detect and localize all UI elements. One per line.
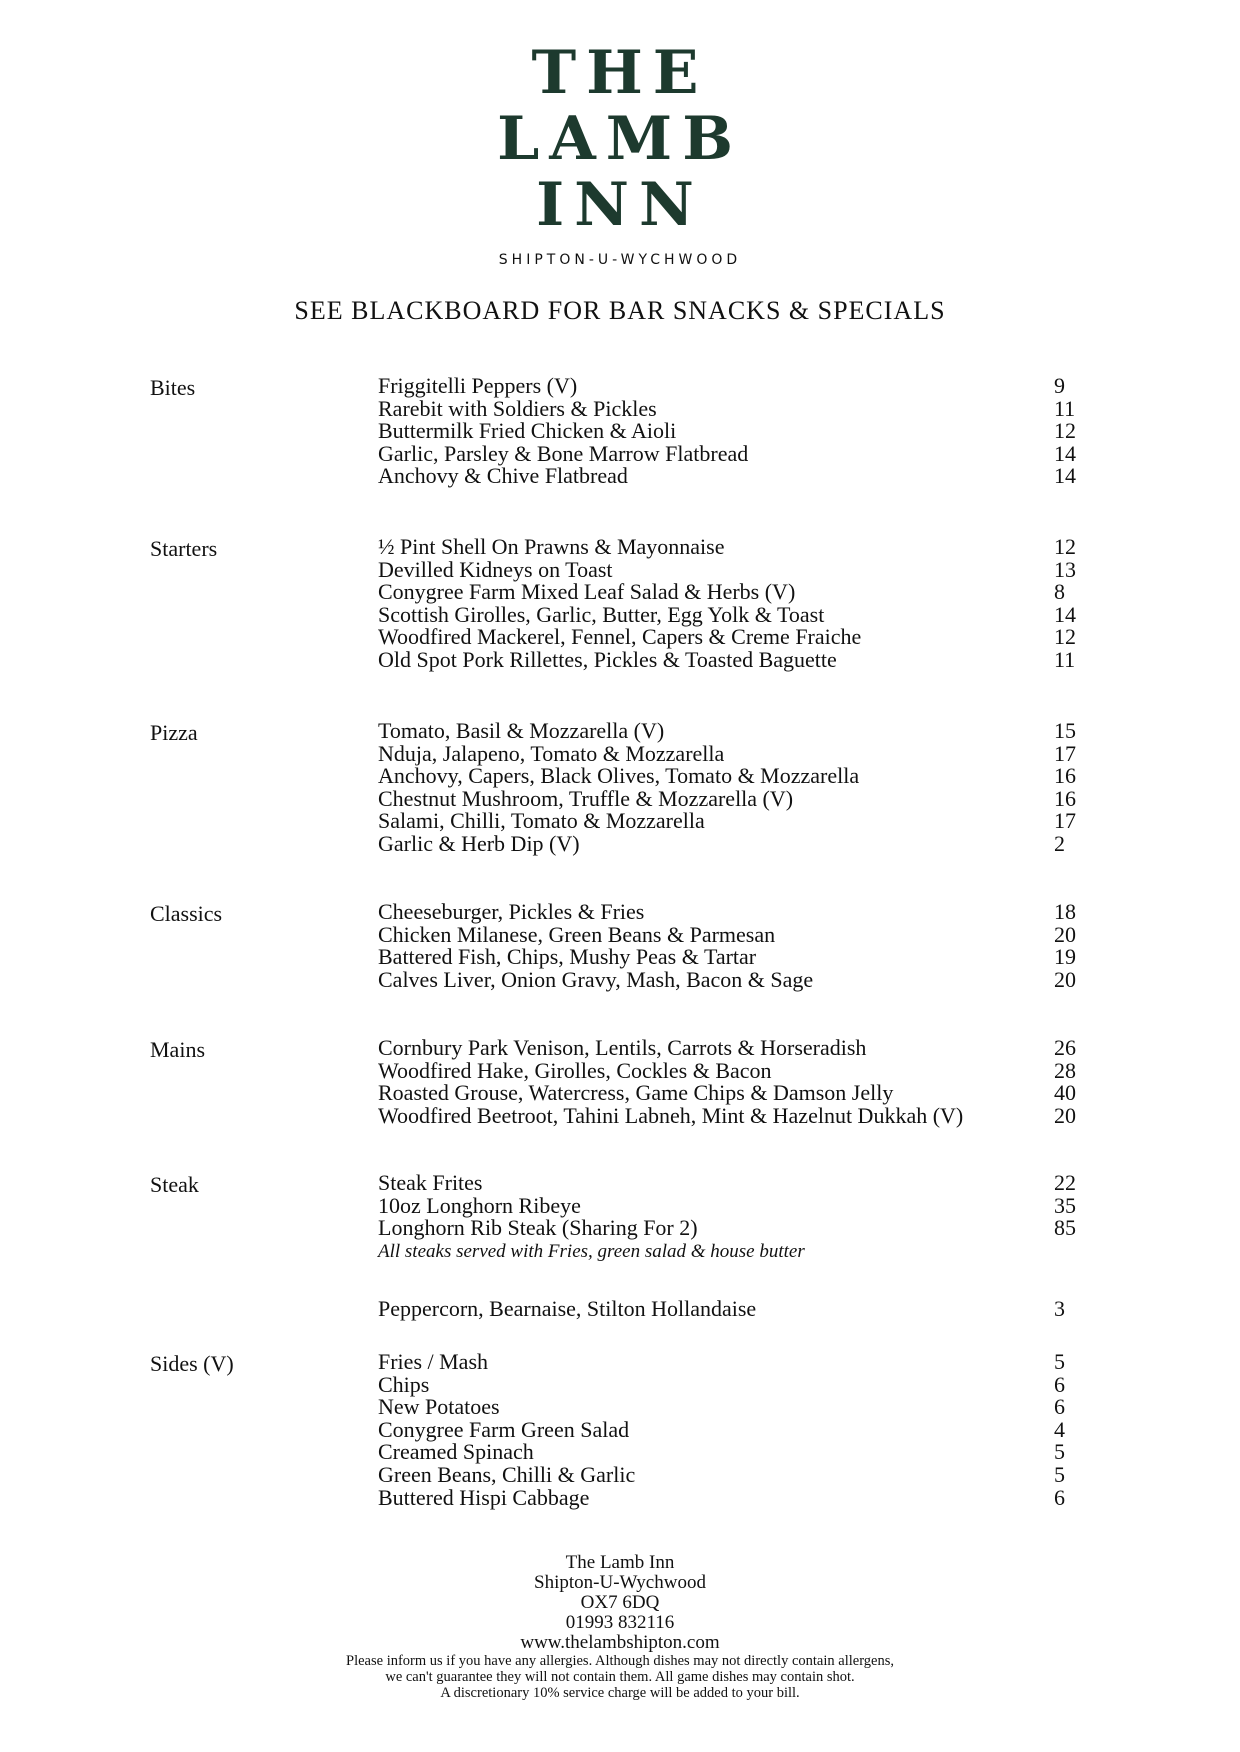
dish-price: 22 (1054, 1170, 1076, 1195)
section-title: Classics (150, 901, 223, 926)
dish-price: 5 (1054, 1349, 1065, 1374)
menu-item (378, 966, 1078, 992)
items-list (378, 375, 1078, 488)
dish-name: Garlic, Parsley & Bone Marrow Flatbread (378, 440, 749, 466)
dish-price: 35 (1054, 1192, 1076, 1218)
menu-item (378, 1371, 1078, 1397)
menu-item (378, 1441, 1078, 1464)
dish-price: 18 (1054, 899, 1076, 924)
dish-name: Salami, Chilli, Tomato & Mozzarella (378, 808, 705, 834)
menu-item (378, 765, 1078, 788)
dish-name: Longhorn Rib Steak (Sharing For 2) (378, 1215, 698, 1241)
logo-line-lamb: LAMB (497, 104, 743, 174)
dish-price: 8 (1054, 579, 1065, 605)
dish-price: 20 (1054, 966, 1076, 992)
menu-item (378, 1057, 1078, 1083)
dish-name: Nduja, Jalapeno, Tomato & Mozzarella (378, 740, 725, 766)
menu-item (378, 1082, 1078, 1105)
steak-note: All steaks served with Fries, green salad & house butter (378, 1240, 805, 1262)
dish-price: 6 (1054, 1371, 1065, 1397)
dish-price: 5 (1054, 1439, 1065, 1465)
dish-name: Calves Liver, Onion Gravy, Mash, Bacon & Sage (378, 966, 814, 992)
dish-name: Roasted Grouse, Watercress, Game Chips & Damson Jelly (378, 1080, 894, 1106)
dish-price: 2 (1054, 830, 1065, 856)
dish-name: Fries / Mash (378, 1349, 488, 1374)
dish-name: Conygree Farm Mixed Leaf Salad & Herbs (V) (378, 579, 796, 605)
dish-name: Woodfired Hake, Girolles, Cockles & Bacon (378, 1057, 772, 1083)
dish-price: 14 (1054, 463, 1076, 489)
dish-price: 15 (1054, 718, 1076, 743)
menu-item (378, 946, 1078, 969)
menu-item (378, 810, 1078, 833)
footer (0, 1553, 1240, 1701)
section-title: Pizza (150, 720, 198, 745)
dish-name: Chestnut Mushroom, Truffle & Mozzarella (V) (378, 785, 794, 811)
sauce-options (378, 1298, 1078, 1321)
items-list (378, 901, 1078, 991)
menu-item (378, 785, 1078, 811)
footer-website: www.thelambshipton.com (520, 1632, 720, 1653)
items-list (378, 720, 1078, 856)
dish-name: Scottish Girolles, Garlic, Butter, Egg Yolk & Toast (378, 601, 825, 627)
menu-item (378, 420, 1078, 443)
dish-name: Battered Fish, Chips, Mushy Peas & Tartar (378, 944, 757, 970)
dish-name: Cheeseburger, Pickles & Fries (378, 899, 645, 924)
menu-item (378, 1037, 1078, 1060)
items-list (378, 1170, 1078, 1321)
dish-price: 40 (1054, 1080, 1076, 1106)
menu-item (378, 1192, 1078, 1218)
allergy-notice-line-1: Please inform us if you have any allergies. Although dishes may not directly contain allergens, (346, 1653, 894, 1669)
blackboard-notice: SEE BLACKBOARD FOR BAR SNACKS & SPECIALS (294, 296, 946, 325)
location-subtitle: SHIPTON-U-WYCHWOOD (498, 252, 742, 268)
dish-name: Peppercorn, Bearnaise, Stilton Hollandaise (378, 1296, 757, 1321)
menu-item (378, 720, 1078, 743)
menu-item (378, 440, 1078, 466)
dish-price: 16 (1054, 763, 1076, 789)
dish-price: 17 (1054, 808, 1076, 834)
dish-name: Chips (378, 1371, 430, 1397)
dish-price: 3 (1054, 1296, 1065, 1321)
section-title: Sides (V) (150, 1351, 234, 1376)
dish-price: 13 (1054, 556, 1076, 582)
dish-price: 11 (1054, 395, 1076, 421)
dish-price: 9 (1054, 373, 1065, 398)
section-title: Bites (150, 375, 196, 400)
allergy-notice-line-2: we can't guarantee they will not contain them. All game dishes may contain shot. (385, 1669, 855, 1685)
footer-phone: 01993 832116 (565, 1612, 675, 1633)
menu-item (378, 601, 1078, 627)
dish-name: Anchovy, Capers, Black Olives, Tomato & Mozzarella (378, 763, 860, 789)
dish-price: 16 (1054, 785, 1076, 811)
service-charge-notice: A discretionary 10% service charge will be added to your bill. (440, 1685, 800, 1701)
dish-name: Tomato, Basil & Mozzarella (V) (378, 718, 665, 743)
items-list (378, 1037, 1078, 1127)
dish-price: 12 (1054, 534, 1076, 559)
menu-item (378, 556, 1078, 582)
dish-price: 6 (1054, 1484, 1065, 1510)
dish-price: 85 (1054, 1215, 1076, 1241)
menu-item (378, 1416, 1078, 1442)
dish-price: 20 (1054, 921, 1076, 947)
logo-line-the: THE (531, 38, 709, 108)
items-list (378, 536, 1078, 672)
dish-name: Anchovy & Chive Flatbread (378, 463, 628, 489)
menu-item (378, 1172, 1078, 1195)
dish-name: Chicken Milanese, Green Beans & Parmesan (378, 921, 776, 947)
menu-item (378, 901, 1078, 924)
footer-name: The Lamb Inn (565, 1552, 675, 1573)
dish-name: ½ Pint Shell On Prawns & Mayonnaise (378, 534, 725, 559)
menu-item (378, 646, 1078, 672)
dish-name: Steak Frites (378, 1170, 483, 1195)
menu-item (378, 465, 1078, 488)
menu-item (378, 1461, 1078, 1487)
dish-name: Garlic & Herb Dip (V) (378, 830, 580, 856)
menu-item (378, 375, 1078, 398)
menu-item (378, 1396, 1078, 1419)
menu-item (378, 1217, 1078, 1240)
dish-price: 28 (1054, 1057, 1076, 1083)
dish-price: 20 (1054, 1102, 1076, 1128)
menu-item (378, 921, 1078, 947)
menu-item (378, 740, 1078, 766)
dish-name: New Potatoes (378, 1394, 500, 1420)
dish-name: Creamed Spinach (378, 1439, 534, 1465)
dish-price: 17 (1054, 740, 1076, 766)
menu-item (378, 830, 1078, 856)
footer-village: Shipton-U-Wychwood (534, 1572, 706, 1593)
menu-item (378, 1351, 1078, 1374)
dish-name: Old Spot Pork Rillettes, Pickles & Toasted Baguette (378, 646, 837, 672)
dish-name: Friggitelli Peppers (V) (378, 373, 578, 398)
dish-price: 6 (1054, 1394, 1065, 1420)
dish-name: Conygree Farm Green Salad (378, 1416, 630, 1442)
logo-line-inn: INN (536, 170, 704, 240)
dish-name: Devilled Kidneys on Toast (378, 556, 613, 582)
section-title: Mains (150, 1037, 205, 1062)
menu-item (378, 536, 1078, 559)
dish-name: 10oz Longhorn Ribeye (378, 1192, 581, 1218)
dish-name: Cornbury Park Venison, Lentils, Carrots & Horseradish (378, 1035, 867, 1060)
menu-item (378, 626, 1078, 649)
dish-price: 11 (1054, 646, 1076, 672)
dish-name: Green Beans, Chilli & Garlic (378, 1461, 636, 1487)
dish-name: Woodfired Mackerel, Fennel, Capers & Creme Fraiche (378, 624, 862, 650)
logo (0, 40, 1240, 238)
footer-postcode: OX7 6DQ (580, 1592, 660, 1613)
dish-name: Buttermilk Fried Chicken & Aioli (378, 418, 677, 444)
menu-item (378, 1102, 1078, 1128)
dish-price: 5 (1054, 1461, 1065, 1487)
dish-name: Woodfired Beetroot, Tahini Labneh, Mint & Hazelnut Dukkah (V) (378, 1102, 964, 1128)
dish-price: 4 (1054, 1416, 1065, 1442)
menu-item (378, 581, 1078, 604)
dish-price: 14 (1054, 601, 1076, 627)
dish-name: Buttered Hispi Cabbage (378, 1484, 590, 1510)
menu-item (378, 395, 1078, 421)
items-list (378, 1351, 1078, 1509)
menu-item (378, 1484, 1078, 1510)
section-title: Starters (150, 536, 218, 561)
dish-price: 14 (1054, 440, 1076, 466)
menu-item (378, 1298, 1078, 1321)
dish-name: Rarebit with Soldiers & Pickles (378, 395, 657, 421)
dish-price: 12 (1054, 624, 1076, 650)
dish-price: 19 (1054, 944, 1076, 970)
section-title: Steak (150, 1172, 199, 1197)
dish-price: 26 (1054, 1035, 1076, 1060)
dish-price: 12 (1054, 418, 1076, 444)
